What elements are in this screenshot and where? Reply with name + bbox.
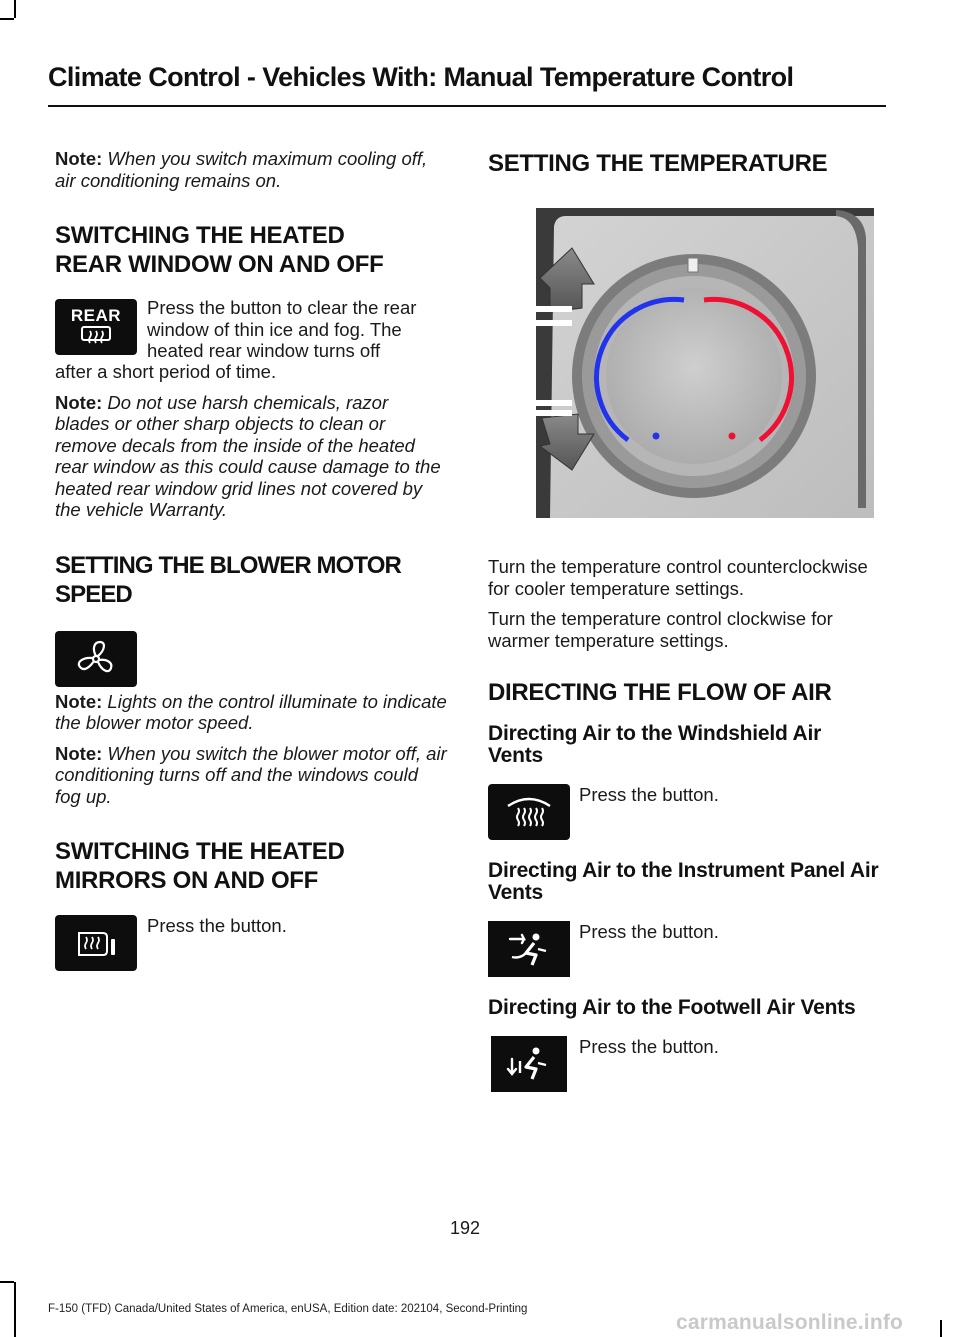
temperature-dial-icon [536,208,874,518]
heated-mirrors-body: Press the button. [147,915,287,936]
page-number: 192 [449,1218,481,1238]
note-label: Note: [55,148,103,169]
panel-vent-button-icon [488,921,570,977]
right-column [488,148,880,1100]
rear-icon-label: REAR [70,306,122,325]
temperature-body-cooler: Turn the temperature control counterclockwise for cooler temperature settings. [488,556,868,599]
heated-mirror-button-icon [55,915,137,971]
temperature-body-warmer: Turn the temperature control clockwise for warmer temperature settings. [488,608,833,651]
crop-mark-bottom-left-h [0,1281,14,1283]
crop-mark-bottom-left [14,1282,16,1337]
note-label: Note: [55,742,103,764]
note-blower-off [55,743,447,808]
temperature-heading: SETTING THE TEMPERATURE [488,150,828,177]
footwell-vent-button-icon [491,1036,567,1092]
heated-mirror-icon [73,927,119,959]
note-text: Do not use harsh chemicals, razor blades or other sharp objects to clean or remove decals from the inside of the heated rear window as this could cause damage to the heated rear window grid lines not covered by the vehicle Warranty. [55,391,441,520]
note-label: Note: [55,690,103,712]
note-text: When you switch the blower motor off, air conditioning turns off and the windows could fog up. [55,742,447,807]
rear-defrost-button-icon [55,299,137,355]
temperature-dial-illustration [536,208,874,518]
crop-mark-top-left-h [0,18,14,20]
heated-mirrors-heading: SWITCHING THE HEATED MIRRORS ON AND OFF [55,838,345,894]
instrument-panel-subheading: Directing Air to the Instrument Panel Air Vents [488,859,879,904]
air-flow-heading: DIRECTING THE FLOW OF AIR [488,679,832,706]
windshield-body: Press the button. [579,784,719,805]
fan-icon [72,637,120,681]
note-blower-lights [55,691,447,734]
note-label: Note: [55,391,103,413]
watermark: carmanualsonline.info [676,1311,904,1334]
crop-mark-top-left [14,0,16,18]
left-column [55,148,447,975]
fan-button-icon [55,631,137,687]
rear-defrost-icon [79,325,113,347]
footwell-subheading: Directing Air to the Footwell Air Vents [488,996,856,1019]
footwell-body: Press the button. [579,1036,719,1057]
note-text: When you switch maximum cooling off, air conditioning remains on. [55,148,428,191]
heated-rear-body-tail: after a short period of time. [55,361,277,382]
note-harsh-chemicals [55,392,447,521]
crop-mark-bottom-right [940,1320,942,1337]
panel-vent-icon [502,929,556,969]
edition-text: F-150 (TFD) Canada/United States of America, enUSA, Edition date: 202104, Second-Printing [48,1303,528,1315]
footwell-vent-icon [502,1043,556,1085]
note-text: Lights on the control illuminate to indicate the blower motor speed. [55,690,447,733]
heated-rear-body-wrap: Press the button to clear the rear window of thin ice and fog. The heated rear window turns off [147,297,417,361]
blower-motor-heading: SETTING THE BLOWER MOTOR SPEED [55,551,401,608]
heated-rear-window-heading: SWITCHING THE HEATED REAR WINDOW ON AND OFF [55,222,384,278]
page-title: Climate Control - Vehicles With: Manual Temperature Control [48,62,794,92]
windshield-defrost-button-icon [488,784,570,840]
header-rule [48,105,886,107]
windshield-defrost-icon [504,794,554,830]
windshield-subheading: Directing Air to the Windshield Air Vents [488,722,822,767]
note-max-cooling [55,148,447,191]
instrument-panel-body: Press the button. [579,921,719,942]
